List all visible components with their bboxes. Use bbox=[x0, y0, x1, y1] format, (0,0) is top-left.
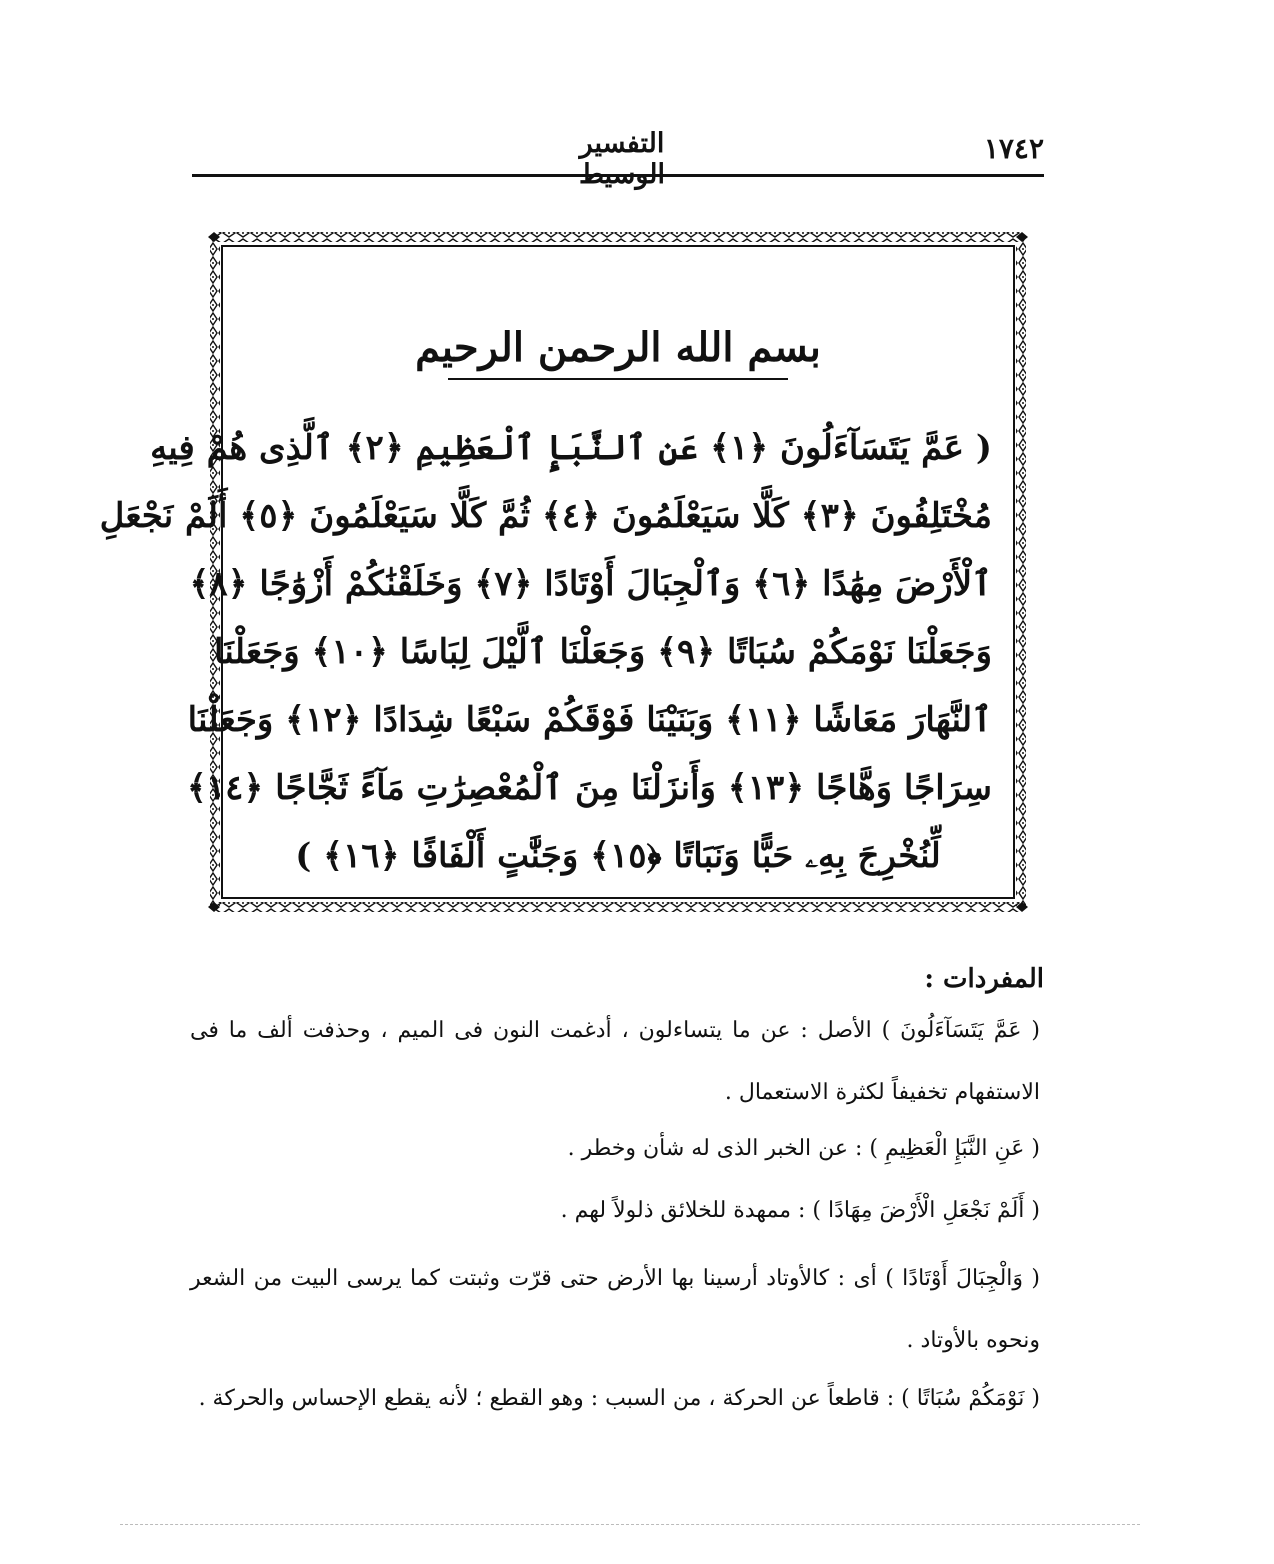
running-title: التفسير الوسيط bbox=[578, 128, 666, 190]
quran-verse-frame bbox=[99, 228, 1028, 916]
basmala-underline bbox=[448, 378, 788, 380]
verse-line: لِّنُخْرِجَ بِهِۦ حَبًّا وَنَبَاتًا ﴿١٥﴾ وَجَنَّٰتٍ أَلْفَافًا ﴿١٦﴾ ) bbox=[295, 836, 941, 876]
vocabulary-entry: ( أَلَمْ نَجْعَلِ الْأَرْضَ مِهَادًا ) : ممهدة للخلائق ذلولاً لهم . bbox=[560, 1198, 1040, 1223]
vocabulary-entry: ( وَالْجِبَالَ أَوْتَادًا ) أى : كالأوتاد أرسينا بها الأرض حتى قرّت وثبتت كما يرسى البيت من الشعر ونحوه بالأوتاد . bbox=[190, 1266, 1040, 1353]
verse-line: ٱلنَّهَارَ مَعَاشًا ﴿١١﴾ وَبَنَيْنَا فَوْقَكُمْ سَبْعًا شِدَادًا ﴿١٢﴾ وَجَعَلْنَا bbox=[187, 700, 992, 740]
verse-line: سِرَاجًا وَهَّاجًا ﴿١٣﴾ وَأَنزَلْنَا مِنَ ٱلْمُعْصِرَٰتِ مَآءً ثَجَّاجًا ﴿١٤﴾ bbox=[186, 768, 992, 808]
verse-line: وَجَعَلْنَا نَوْمَكُمْ سُبَاتًا ﴿٩﴾ وَجَعَلْنَا ٱلَّيْلَ لِبَاسًا ﴿١٠﴾ وَجَعَلْنَا bbox=[213, 632, 992, 672]
page-bottom-edge bbox=[120, 1524, 1140, 1525]
page-number: ١٧٤٢ bbox=[983, 132, 1044, 165]
vocabulary-entry: ( نَوْمَكُمْ سُبَاتًا ) : قاطعاً عن الحركة ، من السبب : وهو القطع ؛ لأنه يقطع الإحساس والحركة . bbox=[198, 1386, 1040, 1411]
basmala: بسم الله الرحمن الرحيم bbox=[415, 324, 821, 371]
section-heading: المفردات : bbox=[924, 964, 1044, 994]
verse-block bbox=[99, 414, 992, 890]
vocabulary-entry: ( عَمَّ يَتَسَآءَلُونَ ) الأصل : عن ما يتساءلون ، أدغمت النون فى الميم ، وحذفت ألف ما فى الاستفهام تخفيفاً لكثرة الاستعمال . bbox=[190, 1018, 1040, 1105]
vocabulary-entry: ( عَنِ النَّبَإِ الْعَظِيمِ ) : عن الخبر الذى له شأن وخطر . bbox=[567, 1136, 1040, 1161]
verse-line: مُخْتَلِفُونَ ﴿٣﴾ كَلَّا سَيَعْلَمُونَ ﴿٤﴾ ثُمَّ كَلَّا سَيَعْلَمُونَ ﴿٥﴾ أَلَمْ نَجْعَلِ bbox=[99, 496, 992, 536]
page-header bbox=[192, 128, 1044, 190]
header-rule bbox=[192, 174, 1044, 177]
verse-line: ٱلْأَرْضَ مِهَٰدًا ﴿٦﴾ وَٱلْجِبَالَ أَوْتَادًا ﴿٧﴾ وَخَلَقْنَٰكُمْ أَزْوَٰجًا ﴿٨﴾ bbox=[189, 564, 992, 604]
verse-line: ( عَمَّ يَتَسَآءَلُونَ ﴿١﴾ عَنِ ٱلنَّبَإِ ٱلْعَظِيمِ ﴿٢﴾ ٱلَّذِى هُمْ فِيهِ bbox=[150, 428, 992, 468]
